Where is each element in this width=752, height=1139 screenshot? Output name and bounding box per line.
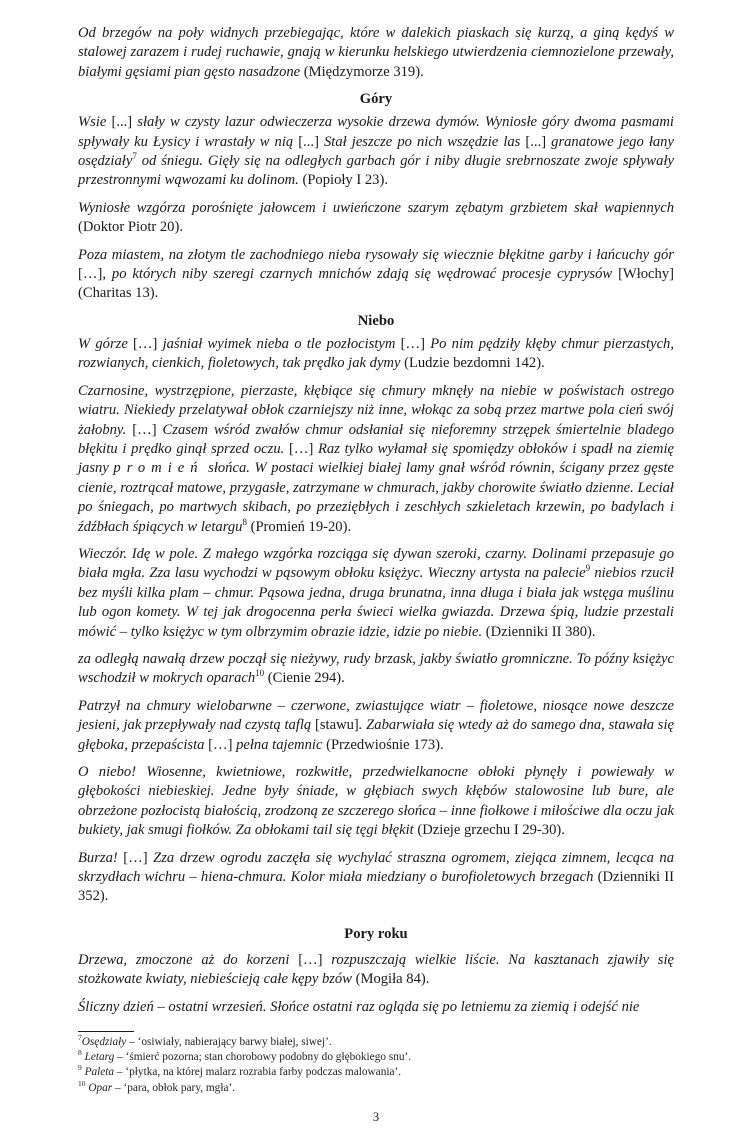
section-heading-gory: Góry bbox=[359, 91, 393, 108]
editorial-note: [stawu] bbox=[311, 717, 359, 734]
paragraph-popioly bbox=[78, 113, 674, 191]
quote-text: . Zabarwiała się wtedy aż do samego dna, stawała się głęboka, przepaścista bbox=[78, 717, 674, 753]
quote-text: jaśniał wyimek nieba o tle pozłocistym bbox=[157, 335, 401, 352]
paragraph-charitas bbox=[78, 246, 674, 304]
quote-text: Drzewa, zmoczone aż do korzeni bbox=[78, 951, 299, 968]
quote-text: Wieczór. Idę w pole. Z małego wzgórka rozciąga się dywan szeroki, czarny. Dolinami przepasuje go biała mgła. Zza lasu wychodzi w pąsowym obłoku księżyc. Wieczny artysta na palecie bbox=[78, 545, 674, 582]
quote-text: Od brzegów na poły widnych przebiegając, które w dalekich piaskach się kurzą, a giną kędyś w stalowej zarazem i rudej ruchawie, gnają w kierunku helskiego utwierdzenia ciemnozielone przewały, białymi gęsiami pian gęsto nasadzone bbox=[78, 25, 674, 80]
footnote-definition: – ‘śmierć pozorna; stan chorobowy podobny do głębokiego snu’. bbox=[114, 1051, 412, 1064]
quote-text: W górze bbox=[78, 335, 134, 352]
paragraph-promien bbox=[78, 382, 674, 537]
ellipsis-bracket: [...] bbox=[298, 133, 319, 150]
page-body bbox=[78, 24, 674, 1025]
footnote-number: 8 bbox=[78, 1048, 82, 1058]
quote-text: Czarnosine, wystrzępione, pierzaste, kłębiące się chmury mknęły na niebie w poświstach ostrego wiatru. Niekiedy przelatywał obłok czarniejszy niż inne, włokąc za sobą przez martwe pola cień swój żałobny. bbox=[78, 382, 674, 438]
footnote-definition: – ‘osiwiały, nabierający barwy białej, siwej’. bbox=[126, 1036, 332, 1049]
ellipsis-bracket: [...] bbox=[525, 133, 547, 150]
quote-text: niebios rzucił bez myśli kilka plam – chmur. Pąsowa jedna, druga brunatna, inna długa i biała jak wstęga muślinu lub ogon komety. W tej jak drogocenna perła świeci wielka gwiazda. Drzewa śpią, ludzie przestali mówić – tylko księżyc w tym olbrzymim obrazie idzie, idzie po niebie. bbox=[78, 565, 674, 640]
quote-text: O niebo! Wiosenne, kwietniowe, rozkwitłe, przedwielkanocne obłoki płynęły i powiewały w głębokości niebieskiej. Jedne były śniade, w głębiach swych kłębów stalowosine lub bure, ale obrzeżone pozłocistą białością, zrodzoną ze szczerego słońca – inne fiołkowe i miłościwe dla oczu jak bukiety, jak smugi fiołków. Za obłokami tail się tęgi błękit bbox=[78, 764, 674, 839]
quote-text: pełna tajemnic bbox=[232, 736, 323, 753]
footnote-9 bbox=[78, 1065, 674, 1080]
footnote-definition: – ‘płytka, na której malarz rozrabia farby podczas malowania’. bbox=[114, 1066, 402, 1079]
quote-text: Zza drzew ogrodu zaczęła się wychylać straszna ogromem, ziejąca zimnem, lecąca na skrzydłach wichru – hiena-chmura. Kolor miała miedziany o burofioletowych brzegach bbox=[78, 849, 674, 886]
footnote-term: Paleta bbox=[84, 1066, 115, 1079]
source-citation: (Dzienniki II 352). bbox=[78, 869, 674, 905]
page-bottom bbox=[78, 1025, 674, 1125]
source-citation: (Popioły I 23). bbox=[298, 172, 388, 189]
footnote-separator bbox=[78, 1031, 134, 1032]
footnote-10 bbox=[78, 1078, 674, 1096]
paragraph-przedwiosnie bbox=[78, 697, 674, 755]
source-citation: (Doktor Piotr 20). bbox=[78, 219, 183, 236]
section-heading-pory-roku: Pory roku bbox=[344, 925, 408, 942]
ellipsis-bracket: […] bbox=[400, 335, 425, 352]
footnote-ref[interactable]: 9 bbox=[585, 563, 591, 574]
footnote-term: Letarg bbox=[84, 1051, 115, 1064]
quote-text: , po których niby szeregi czarnych mnichów zdają się wędrować procesje cyprysów bbox=[102, 266, 613, 283]
quote-text: Po nim pędziły kłęby chmur pierzastych, rozwianych, cienkich, fioletowych, tak prędko jak dymy bbox=[78, 335, 674, 372]
footnote-ref[interactable]: 8 bbox=[242, 516, 247, 527]
source-citation: (Dzieje grzechu I 29-30). bbox=[413, 822, 565, 839]
source-citation: (Charitas 13). bbox=[78, 285, 159, 302]
quote-text: od śniegu. Gięły się na odległych garbach gór i niby długie srebrnoszate zwoje spływały przestronnymi wąwozami ku dolinom. bbox=[78, 153, 674, 189]
ellipsis-bracket: […] bbox=[208, 736, 233, 753]
footnote-7 bbox=[78, 1035, 674, 1050]
source-citation: (Mogiła 84). bbox=[351, 971, 430, 988]
section-heading-niebo: Niebo bbox=[357, 312, 395, 329]
quote-text: za odległą nawałą drzew począł się nieżywy, rudy brzask, jakby światło gromniczne. To późny księżyc wschodził w mokrych oparach bbox=[78, 650, 674, 687]
ellipsis-bracket: […] bbox=[123, 849, 148, 866]
paragraph-sliczny-dzien bbox=[78, 998, 674, 1017]
ellipsis-bracket: […] bbox=[288, 440, 314, 457]
quote-text: Burza! bbox=[78, 849, 124, 866]
paragraph-mogila bbox=[78, 951, 674, 990]
footnote-8 bbox=[78, 1050, 674, 1065]
source-citation: (Przedwiośnie 173). bbox=[322, 736, 444, 753]
quote-text: Czasem wśród zwałów chmur odsłaniał się nieforemny strzępek śmiertelnie bladego błękitu i prędko ginął sprzed oczu. bbox=[78, 421, 674, 457]
source-citation: (Cienie 294). bbox=[264, 670, 345, 687]
footnote-ref[interactable]: 10 bbox=[255, 668, 265, 679]
page-number: 3 bbox=[372, 1109, 380, 1124]
ellipsis-bracket: […] bbox=[298, 951, 323, 968]
source-citation: (Dzienniki II 380). bbox=[482, 623, 596, 640]
ellipsis-bracket: […] bbox=[132, 421, 157, 438]
quote-text: Śliczny dzień – ostatni wrzesień. Słońce ostatni raz ogląda się po letniemu za ziemią i odejść nie bbox=[78, 998, 640, 1015]
quote-text: Wyniosłe wzgórza porośnięte jałowcem i uwieńczone szarym zębatym grzbietem skał wapiennych bbox=[78, 199, 674, 216]
quote-text: Stał jeszcze po nich wszędzie las bbox=[318, 133, 526, 150]
paragraph-dzienniki-380 bbox=[78, 545, 674, 642]
source-citation: (Promień 19-20). bbox=[246, 518, 352, 535]
footnotes bbox=[78, 1035, 674, 1096]
source-citation: (Ludzie bezdomni 142). bbox=[400, 355, 545, 372]
paragraph-cienie bbox=[78, 650, 674, 689]
source-citation: (Międzymorze 319). bbox=[300, 63, 424, 80]
quote-text: rozpuszczają wielkie liście. Na kasztanach zjawiły się stożkowate kwiaty, niebieścieją całe kępy bzów bbox=[78, 951, 674, 988]
paragraph-doktor-piotr bbox=[78, 199, 674, 238]
paragraph-dzienniki-352 bbox=[78, 849, 674, 907]
paragraph-ludzie-bezdomni bbox=[78, 335, 674, 374]
paragraph-miedzymorze bbox=[78, 24, 674, 82]
quote-text: słońca. W postaci wielkiej białej lamy gnał wśród równin, ścigany przez gęste cienie, roztrącał matowe, przygasłe, zatrzymane w chmurach, jakby chorowite światło dzienne. Leciał po śniegach, po martwych skibach, po przeziębłych i zeschłych szkieletach krzewin, po badylach i źdźbłach śpiących w letargu bbox=[78, 460, 674, 535]
ellipsis-bracket: [...] bbox=[111, 114, 133, 131]
footnote-definition: – ‘para, obłok pary, mgła’. bbox=[112, 1081, 236, 1094]
editorial-note: [Włochy] bbox=[612, 266, 674, 283]
ellipsis-bracket: […] bbox=[78, 266, 103, 283]
quote-text: Poza miastem, na złotym tle zachodniego nieba rysowały się wiecznie błękitne garby i łańcuchy gór bbox=[78, 246, 674, 263]
ellipsis-bracket: […] bbox=[133, 335, 158, 352]
quote-text: Raz tylko wyłamał się spomiędzy obłoków i spadł na ziemię jasny bbox=[78, 440, 674, 477]
quote-text: granatowe jego łany osędziały bbox=[78, 133, 674, 170]
footnote-term: Osędziały bbox=[81, 1036, 127, 1049]
spaced-emphasis: promień bbox=[113, 460, 204, 477]
quote-text: Wsie bbox=[78, 114, 112, 131]
paragraph-dzieje-grzechu bbox=[78, 763, 674, 841]
footnote-number: 10 bbox=[78, 1078, 86, 1088]
quote-text: Patrzył na chmury wielobarwne – czerwone, zwiastujące wiatr – fioletowe, niosące nowe deszcze jesieni, jak przepływały nad czystą taflą bbox=[78, 697, 674, 734]
page-sheet bbox=[78, 0, 674, 1139]
quote-text: słały w czysty lazur odwieczerza wysokie drzewa dymów. Wyniosłe góry dwoma pasmami spływały ku Łysicy i wrastały w nią bbox=[78, 114, 674, 150]
footnote-number: 9 bbox=[78, 1063, 82, 1073]
footnote-number: 7 bbox=[78, 1033, 82, 1043]
footnote-ref[interactable]: 7 bbox=[132, 151, 137, 162]
footnote-term: Opar bbox=[88, 1081, 113, 1094]
